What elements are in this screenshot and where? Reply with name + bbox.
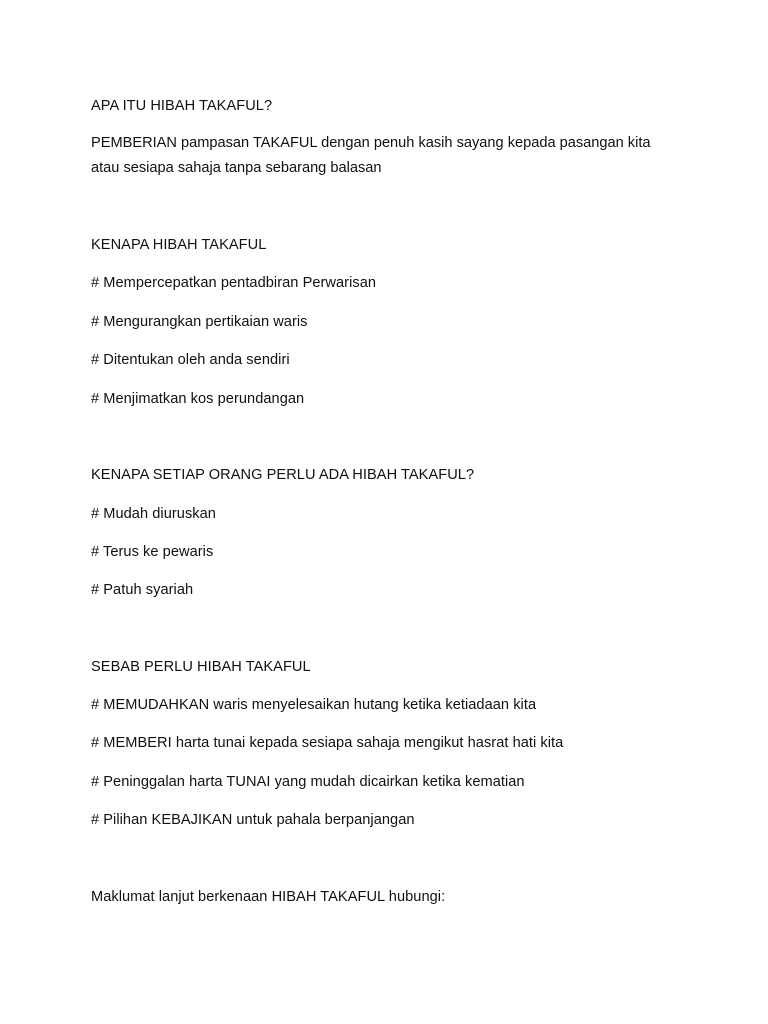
list-item: # Mempercepatkan pentadbiran Perwarisan [91,275,377,291]
section-heading-apa-itu: APA ITU HIBAH TAKAFUL? [91,98,273,114]
contact-line: Maklumat lanjut berkenaan HIBAH TAKAFUL hubungi: [91,889,446,905]
list-item: # Terus ke pewaris [91,544,214,560]
list-item: # MEMBERI harta tunai kepada sesiapa sahaja mengikut hasrat hati kita [91,735,564,751]
list-item: # Ditentukan oleh anda sendiri [91,352,290,368]
list-item: # Pilihan KEBAJIKAN untuk pahala berpanjangan [91,812,415,828]
list-item: # Mengurangkan pertikaian waris [91,314,308,330]
list-item: # Mudah diuruskan [91,506,216,522]
list-item: # Patuh syariah [91,582,194,598]
section-heading-sebab-perlu: SEBAB PERLU HIBAH TAKAFUL [91,659,311,675]
section-heading-kenapa: KENAPA HIBAH TAKAFUL [91,237,267,253]
section-paragraph-pemberian: PEMBERIAN pampasan TAKAFUL dengan penuh kasih sayang kepada pasangan kita atau sesiapa sahaja tanpa sebarang balasan [91,135,651,176]
list-item: # MEMUDAHKAN waris menyelesaikan hutang ketika ketiadaan kita [91,697,537,713]
list-item: # Peninggalan harta TUNAI yang mudah dicairkan ketika kematian [91,774,525,790]
section-heading-kenapa-setiap-orang: KENAPA SETIAP ORANG PERLU ADA HIBAH TAKAFUL? [91,467,475,483]
list-item: # Menjimatkan kos perundangan [91,391,305,407]
